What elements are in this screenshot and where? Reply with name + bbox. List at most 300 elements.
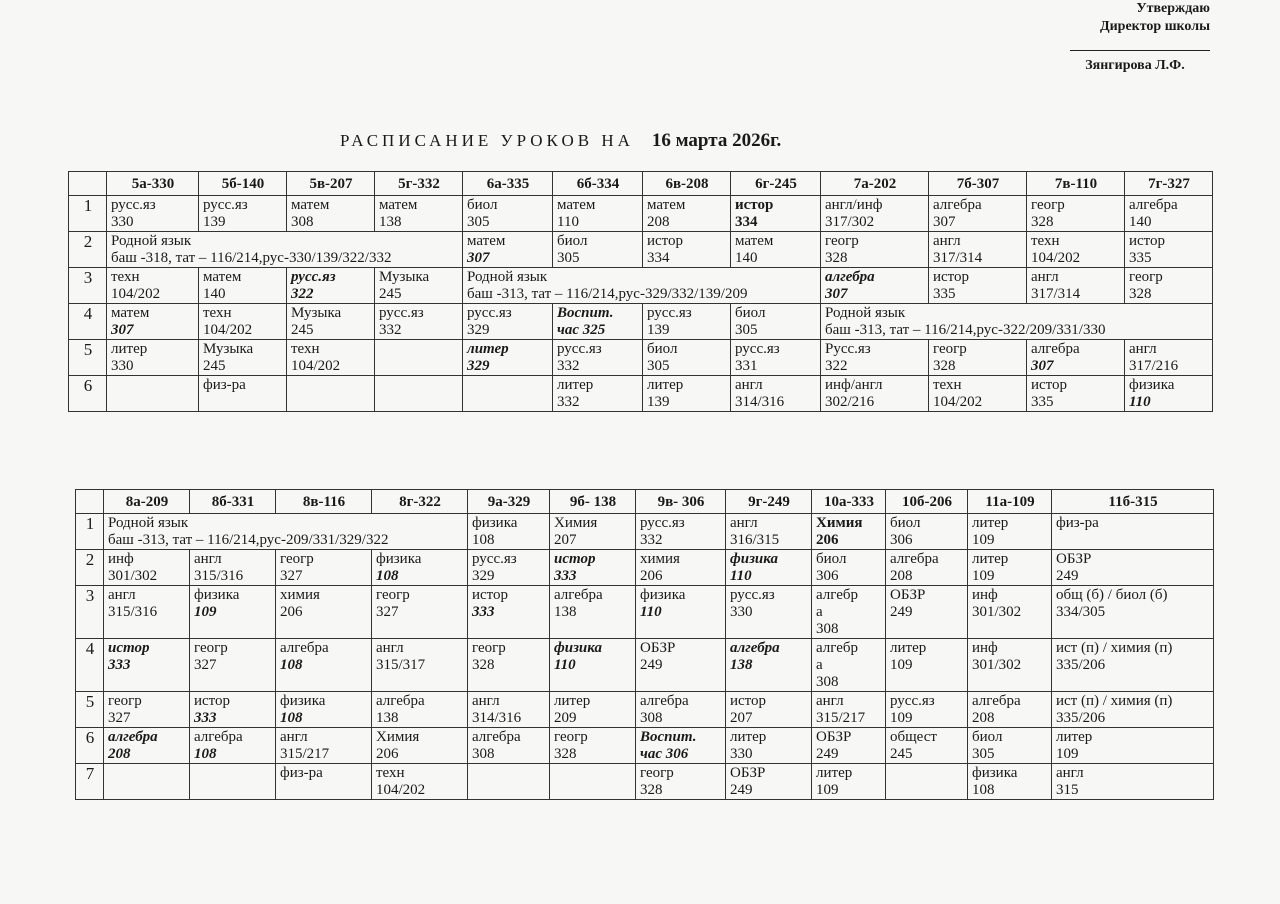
room-label: 335/206 — [1056, 657, 1106, 673]
room-label: 334 — [735, 214, 758, 230]
room-label: 305 — [735, 322, 758, 338]
lesson-cell — [636, 639, 726, 692]
room-label-extra: 308 — [816, 674, 839, 690]
room-label: 333 — [554, 568, 577, 584]
subject-label: физика — [972, 765, 1018, 781]
corner-cell — [69, 172, 107, 196]
subject-label: литер — [111, 341, 148, 357]
lesson-cell — [726, 586, 812, 639]
room-label: час 306 — [640, 746, 689, 762]
lesson-cell — [929, 232, 1027, 268]
subject-label: геогр — [280, 551, 314, 567]
room-label: 333 — [108, 657, 131, 673]
subject-label: биол — [647, 341, 678, 357]
lesson-cell — [276, 586, 372, 639]
subject-label: геогр — [1031, 197, 1065, 213]
lesson-cell — [104, 728, 190, 764]
lesson-cell — [731, 196, 821, 232]
room-label: 109 — [890, 710, 913, 726]
room-label: 104/202 — [111, 286, 161, 302]
lesson-cell — [550, 586, 636, 639]
room-label: 317/302 — [825, 214, 875, 230]
subject-label: англ — [933, 233, 961, 249]
room-label: 335/206 — [1056, 710, 1106, 726]
room-label: 108 — [280, 657, 303, 673]
room-label: 249 — [816, 746, 839, 762]
lesson-cell — [287, 304, 375, 340]
subject-label — [108, 765, 186, 782]
lesson-cell — [107, 268, 199, 304]
room-label: баш -313, тат – 116/214,рус-322/209/331/330 — [825, 322, 1106, 338]
lesson-cell — [468, 514, 550, 550]
subject-label: англ — [1129, 341, 1157, 357]
lesson-cell — [104, 692, 190, 728]
subject-label: истор — [108, 640, 150, 656]
room-label: 308 — [472, 746, 495, 762]
room-label: 315/316 — [194, 568, 244, 584]
lesson-number: 2 — [76, 550, 104, 586]
subject-label: физика — [554, 640, 603, 656]
class-header: 6а-335 — [463, 172, 553, 196]
subject-label: физ-ра — [203, 377, 246, 393]
class-header-row — [76, 490, 1214, 514]
subject-label: русс.яз — [111, 197, 156, 213]
lesson-cell — [643, 304, 731, 340]
room-label: 305 — [557, 250, 580, 266]
title-text: РАСПИСАНИЕ УРОКОВ НА — [340, 131, 634, 150]
class-header: 9а-329 — [468, 490, 550, 514]
subject-label: инф — [972, 640, 998, 656]
room-label: 138 — [379, 214, 402, 230]
lesson-cell — [929, 376, 1027, 412]
room-label: 329 — [467, 358, 490, 374]
lesson-cell — [287, 376, 375, 412]
room-label — [280, 782, 368, 799]
room-label: 332 — [640, 532, 663, 548]
lesson-cell — [276, 639, 372, 692]
lesson-cell — [287, 268, 375, 304]
room-label: 109 — [194, 604, 217, 620]
room-label: 209 — [554, 710, 577, 726]
lesson-row — [76, 692, 1214, 728]
class-header: 8в-116 — [276, 490, 372, 514]
room-label: 331 — [735, 358, 758, 374]
subject-label: ОБЗР — [640, 640, 676, 656]
lesson-number: 5 — [69, 340, 107, 376]
subject-label — [467, 377, 549, 394]
room-label — [203, 394, 283, 411]
room-label: 110 — [730, 568, 752, 584]
class-header: 8а-209 — [104, 490, 190, 514]
lesson-cell — [968, 586, 1052, 639]
lesson-cell — [886, 639, 968, 692]
class-header: 5б-140 — [199, 172, 287, 196]
room-label: 315/317 — [376, 657, 426, 673]
lesson-cell — [1052, 514, 1214, 550]
lesson-row — [69, 232, 1213, 268]
subject-label: русс.яз — [203, 197, 248, 213]
subject-label: физика — [640, 587, 686, 603]
subject-label: химия — [280, 587, 320, 603]
subject-label — [554, 765, 632, 782]
room-label: 140 — [203, 286, 226, 302]
lesson-cell — [886, 692, 968, 728]
lesson-cell — [550, 639, 636, 692]
room-label — [554, 782, 632, 799]
lesson-cell — [726, 692, 812, 728]
lesson-cell — [886, 550, 968, 586]
lesson-row — [76, 586, 1214, 639]
room-label: 328 — [554, 746, 577, 762]
subject-label — [111, 377, 195, 394]
lesson-cell — [636, 514, 726, 550]
room-label-extra: 308 — [816, 621, 839, 637]
lesson-cell — [731, 304, 821, 340]
room-label — [291, 394, 371, 411]
approval-line-1: Утверждаю — [1136, 1, 1210, 16]
subject-label: Музыка — [291, 305, 342, 321]
class-header: 11б-315 — [1052, 490, 1214, 514]
room-label: 327 — [376, 604, 399, 620]
lesson-row — [76, 764, 1214, 800]
lesson-cell — [636, 692, 726, 728]
merged-lesson-cell — [821, 304, 1213, 340]
subject-label: русс.яз — [890, 693, 935, 709]
room-label: 108 — [972, 782, 995, 798]
subject-label: англ/инф — [825, 197, 883, 213]
lesson-cell — [821, 268, 929, 304]
subject-label: русс.яз — [735, 341, 780, 357]
subject-label: матем — [647, 197, 686, 213]
room-label: 306 — [816, 568, 839, 584]
subject-label: геогр — [376, 587, 410, 603]
lesson-cell — [812, 514, 886, 550]
lesson-cell — [276, 728, 372, 764]
subject-label: алгебр — [816, 587, 859, 603]
room-label: 315/217 — [280, 746, 330, 762]
room-label: 330 — [730, 746, 753, 762]
lesson-cell — [550, 764, 636, 800]
room-label: 328 — [933, 358, 956, 374]
room-label — [379, 358, 459, 375]
subject-label: истор — [735, 197, 774, 213]
subject-label: Русс.яз — [825, 341, 871, 357]
class-header: 5а-330 — [107, 172, 199, 196]
class-header: 9г-249 — [726, 490, 812, 514]
subject-label: литер — [816, 765, 853, 781]
subject-label: геогр — [640, 765, 674, 781]
lesson-cell — [812, 692, 886, 728]
class-header: 9б- 138 — [550, 490, 636, 514]
class-header: 10б-206 — [886, 490, 968, 514]
lesson-cell — [821, 196, 929, 232]
subject-label: литер — [554, 693, 591, 709]
subject-label: литер — [972, 551, 1009, 567]
lesson-cell — [968, 764, 1052, 800]
room-label: 307 — [933, 214, 956, 230]
lesson-cell — [726, 550, 812, 586]
lesson-cell — [886, 764, 968, 800]
lesson-cell — [929, 196, 1027, 232]
subject-label: Родной язык — [108, 515, 189, 531]
schedule-table-grades-5-7 — [68, 171, 1213, 412]
lesson-cell — [821, 232, 929, 268]
class-header: 6г-245 — [731, 172, 821, 196]
subject-label: алгебра — [376, 693, 425, 709]
subject-label: алгебра — [1129, 197, 1178, 213]
room-label: 208 — [890, 568, 913, 584]
room-label: 110 — [1129, 394, 1151, 410]
lesson-cell — [968, 728, 1052, 764]
subject-label: ОБЗР — [890, 587, 926, 603]
room-label — [111, 394, 195, 411]
lesson-cell — [643, 232, 731, 268]
room-label: 330 — [730, 604, 753, 620]
lesson-cell — [276, 692, 372, 728]
approval-block — [1040, 0, 1210, 75]
lesson-cell — [375, 268, 463, 304]
room-label: 249 — [890, 604, 913, 620]
subject-label: русс.яз — [291, 269, 336, 285]
room-label: 206 — [816, 532, 839, 548]
subject-label: русс.яз — [472, 551, 517, 567]
lesson-number: 3 — [69, 268, 107, 304]
lesson-number: 3 — [76, 586, 104, 639]
lesson-cell — [463, 340, 553, 376]
lesson-cell — [553, 196, 643, 232]
subject-label: литер — [730, 729, 767, 745]
subject-label: литер — [557, 377, 594, 393]
room-label: 333 — [472, 604, 495, 620]
room-label: 206 — [640, 568, 663, 584]
lesson-cell — [1052, 728, 1214, 764]
lesson-cell — [553, 304, 643, 340]
subject-label — [890, 765, 964, 782]
subject-label: алгебра — [972, 693, 1021, 709]
subject-label: матем — [379, 197, 418, 213]
class-header: 7а-202 — [821, 172, 929, 196]
subject-label: геогр — [933, 341, 967, 357]
class-header: 9в- 306 — [636, 490, 726, 514]
room-label: 138 — [554, 604, 577, 620]
lesson-cell — [104, 764, 190, 800]
lesson-cell — [1052, 764, 1214, 800]
room-label: 245 — [291, 322, 314, 338]
subject-label: Воспит. — [557, 305, 614, 321]
subject-label: истор — [1129, 233, 1166, 249]
lesson-cell — [812, 586, 886, 639]
room-label: 138 — [376, 710, 399, 726]
lesson-cell — [968, 514, 1052, 550]
lesson-cell — [107, 376, 199, 412]
subject-label: биол — [735, 305, 766, 321]
lesson-cell — [375, 340, 463, 376]
room-label: 207 — [554, 532, 577, 548]
room-label: 104/202 — [1031, 250, 1081, 266]
subject-label: русс.яз — [640, 515, 685, 531]
subject-label: англ — [376, 640, 404, 656]
room-label: 328 — [472, 657, 495, 673]
lesson-cell — [636, 764, 726, 800]
room-label: 327 — [280, 568, 303, 584]
room-label: 138 — [730, 657, 753, 673]
room-label: 139 — [647, 394, 670, 410]
lesson-cell — [199, 268, 287, 304]
subject-label: физика — [280, 693, 326, 709]
room-label: 305 — [467, 214, 490, 230]
subject-label: англ — [194, 551, 222, 567]
subject-label — [291, 377, 371, 394]
schedule-table-grades-8-11 — [75, 489, 1214, 800]
subject-label: геогр — [554, 729, 588, 745]
lesson-cell — [199, 376, 287, 412]
room-label: 140 — [735, 250, 758, 266]
room-label: 108 — [472, 532, 495, 548]
subject-label: истор — [933, 269, 970, 285]
subject-label: ист (п) / химия (п) — [1056, 640, 1173, 656]
room-label: 110 — [554, 657, 576, 673]
subject-label: англ — [472, 693, 500, 709]
subject-label: англ — [280, 729, 308, 745]
subject-label: матем — [735, 233, 774, 249]
lesson-cell — [107, 340, 199, 376]
subject-label: русс.яз — [730, 587, 775, 603]
lesson-number: 4 — [69, 304, 107, 340]
lesson-cell — [968, 639, 1052, 692]
room-label: 109 — [972, 568, 995, 584]
room-label: 315/316 — [108, 604, 158, 620]
subject-label: техн — [291, 341, 320, 357]
lesson-cell — [1052, 586, 1214, 639]
room-label: 208 — [108, 746, 131, 762]
room-label: 307 — [825, 286, 848, 302]
room-label: 308 — [291, 214, 314, 230]
subject-label: ОБЗР — [1056, 551, 1092, 567]
room-label: 109 — [1056, 746, 1079, 762]
room-label — [472, 782, 546, 799]
lesson-cell — [276, 764, 372, 800]
room-label: 140 — [1129, 214, 1152, 230]
room-label: 330 — [111, 214, 134, 230]
lesson-cell — [731, 232, 821, 268]
subject-label: инф — [972, 587, 998, 603]
room-label: 108 — [376, 568, 399, 584]
subject-label: биол — [890, 515, 921, 531]
subject-label: русс.яз — [379, 305, 424, 321]
lesson-cell — [199, 340, 287, 376]
subject-label: матем — [203, 269, 242, 285]
lesson-cell — [372, 728, 468, 764]
room-label: 328 — [825, 250, 848, 266]
lesson-cell — [287, 340, 375, 376]
room-label: 317/216 — [1129, 358, 1179, 374]
class-header: 11а-109 — [968, 490, 1052, 514]
subject-label: алгебра — [640, 693, 689, 709]
class-header: 6б-334 — [553, 172, 643, 196]
subject-label: англ — [1056, 765, 1084, 781]
room-label: 208 — [972, 710, 995, 726]
lesson-cell — [886, 728, 968, 764]
lesson-number: 2 — [69, 232, 107, 268]
subject-label: алгебра — [280, 640, 329, 656]
class-header: 8г-322 — [372, 490, 468, 514]
subject-label: литер — [467, 341, 509, 357]
lesson-row — [69, 304, 1213, 340]
room-label: 329 — [467, 322, 490, 338]
subject-label: Родной язык — [111, 233, 192, 249]
signature-line — [1070, 50, 1210, 51]
room-label: баш -313, тат – 116/214,рус-209/331/329/322 — [108, 532, 389, 548]
lesson-cell — [1125, 268, 1213, 304]
lesson-cell — [968, 550, 1052, 586]
room-label: 316/315 — [730, 532, 780, 548]
room-label: 330 — [111, 358, 134, 374]
room-label: 308 — [640, 710, 663, 726]
subject-label: физика — [472, 515, 518, 531]
lesson-cell — [550, 514, 636, 550]
lesson-cell — [821, 340, 929, 376]
lesson-cell — [812, 764, 886, 800]
room-label: 307 — [111, 322, 134, 338]
lesson-cell — [190, 550, 276, 586]
room-label: 335 — [1031, 394, 1054, 410]
subject-label: химия — [640, 551, 680, 567]
lesson-cell — [468, 764, 550, 800]
lesson-cell — [1125, 340, 1213, 376]
room-label: 207 — [730, 710, 753, 726]
subject-label: алгебра — [554, 587, 603, 603]
subject-label: русс.яз — [467, 305, 512, 321]
room-label: 206 — [280, 604, 303, 620]
lesson-cell — [468, 692, 550, 728]
lesson-number: 6 — [69, 376, 107, 412]
subject-label: Родной язык — [825, 305, 906, 321]
subject-label: геогр — [825, 233, 859, 249]
approval-line-2: Директор школы — [1099, 19, 1210, 34]
room-label: 104/202 — [933, 394, 983, 410]
room-label: 314/316 — [735, 394, 785, 410]
lesson-number: 1 — [76, 514, 104, 550]
lesson-number: 6 — [76, 728, 104, 764]
subject-label — [472, 765, 546, 782]
lesson-cell — [190, 728, 276, 764]
room-label: 315/217 — [816, 710, 866, 726]
subject-label: литер — [1056, 729, 1093, 745]
lesson-cell — [643, 340, 731, 376]
lesson-row — [69, 340, 1213, 376]
page-title — [340, 130, 781, 152]
lesson-cell — [1027, 232, 1125, 268]
room-label: 315 — [1056, 782, 1079, 798]
lesson-number: 1 — [69, 196, 107, 232]
subject-label: биол — [816, 551, 847, 567]
room-label — [108, 782, 186, 799]
room-label: 329 — [472, 568, 495, 584]
lesson-cell — [812, 728, 886, 764]
merged-lesson-cell — [463, 268, 821, 304]
lesson-row — [76, 639, 1214, 692]
room-label: 317/314 — [933, 250, 983, 266]
lesson-row — [76, 728, 1214, 764]
lesson-cell — [1027, 376, 1125, 412]
lesson-cell — [821, 376, 929, 412]
corner-cell — [76, 490, 104, 514]
room-label: 328 — [1129, 286, 1152, 302]
room-label — [194, 782, 272, 799]
lesson-cell — [104, 550, 190, 586]
subject-label: истор — [647, 233, 684, 249]
room-label: 314/316 — [472, 710, 522, 726]
